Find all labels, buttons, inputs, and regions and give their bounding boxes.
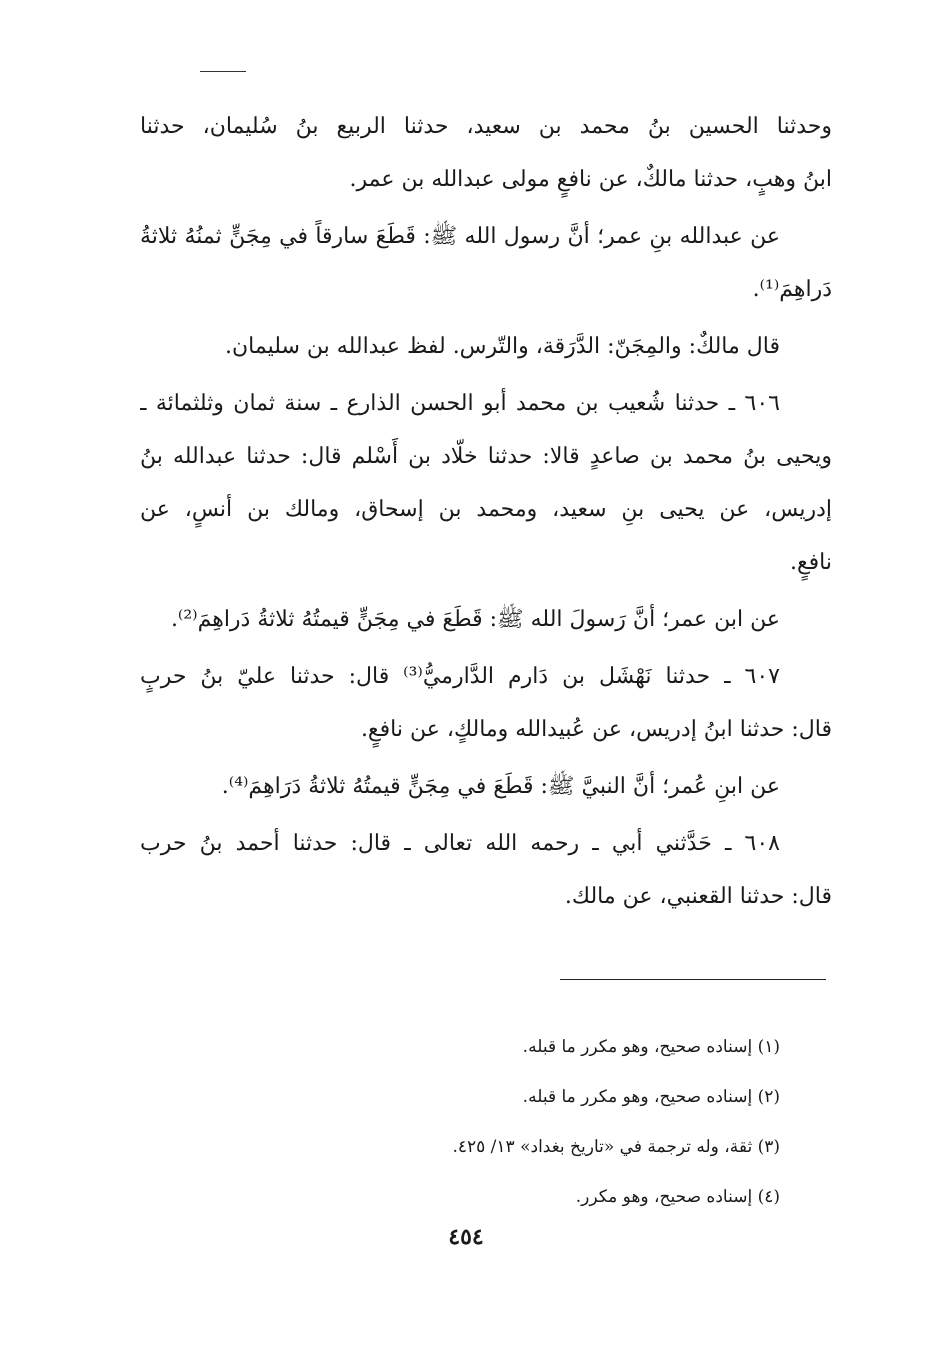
hadith-text-line: عن ابنِ عُمر؛ أنَّ النبيَّ ﷺ: قَطَعَ في مِجَنٍّ قيمتُهُ ثلاثةُ دَرَاهِمَ⁽⁴⁾. [221, 774, 780, 799]
footnote: (٣) ثقة، وله ترجمة في «تاريخ بغداد» ١٣/ ٤٢٥. [452, 1137, 780, 1157]
text-line: قال: حدثنا ابنُ إدريس، عن عُبيدالله ومالكٍ، عن نافعٍ. [360, 717, 832, 742]
footnote-separator [560, 979, 826, 980]
main-text [140, 100, 832, 923]
text-line: إدريس، عن يحيى بنِ سعيد، ومحمد بن إسحاق، ومالك بن أنسٍ، عن [140, 497, 832, 522]
footnote: (٢) إسناده صحيح، وهو مكرر ما قبله. [522, 1087, 780, 1107]
page-number: ٤٥٤ [448, 1224, 484, 1250]
hadith-607-line: ٦٠٧ ـ حدثنا نَهْشَل بن دَارم الدَّارميُّ⁽³⁾ قال: حدثنا عليّ بنُ حربٍ [140, 664, 780, 689]
text-line: قال مالكٌ: والمِجَنّ: الدَّرَقة، والتّرس. لفظ عبدالله بن سليمان. [225, 334, 780, 359]
hadith-text-line: عن ابن عمر؛ أنَّ رَسولَ الله ﷺ: قَطَعَ في مِجَنٍّ قيمتُهُ ثلاثةُ دَراهِمَ⁽²⁾. [170, 607, 780, 632]
hadith-text-line: دَراهِمَ⁽¹⁾. [752, 277, 832, 302]
footnote: (١) إسناده صحيح، وهو مكرر ما قبله. [522, 1037, 780, 1057]
hadith-606-line: ٦٠٦ ـ حدثنا شُعيب بن محمد أبو الحسن الذارع ـ سنة ثمان وثلثمائة ـ [140, 391, 780, 416]
header-rule [200, 71, 246, 72]
text-line: قال: حدثنا القعنبي، عن مالك. [564, 884, 832, 909]
text-line: ابنُ وهبٍ، حدثنا مالكٌ، عن نافعٍ مولى عبدالله بن عمر. [349, 167, 832, 192]
text-line: نافعٍ. [789, 550, 832, 575]
footnote: (٤) إسناده صحيح، وهو مكرر. [575, 1187, 780, 1207]
footnotes [360, 1022, 780, 1222]
text-line: ويحيى بنُ محمد بن صاعدٍ قالا: حدثنا خلّاد بن أَسْلم قال: حدثنا عبدالله بنُ [140, 444, 832, 469]
hadith-text-line: عن عبدالله بنِ عمر؛ أنَّ رسول الله ﷺ: قَطَعَ سارقاً في مِجَنٍّ ثمنُهُ ثلاثةُ [140, 224, 780, 249]
text-line: وحدثنا الحسين بنُ محمد بن سعيد، حدثنا الربيع بنُ سُليمان، حدثنا [140, 114, 832, 139]
hadith-608-line: ٦٠٨ ـ حَدَّثني أبي ـ رحمه الله تعالى ـ قال: حدثنا أحمد بنُ حرب [140, 831, 780, 856]
